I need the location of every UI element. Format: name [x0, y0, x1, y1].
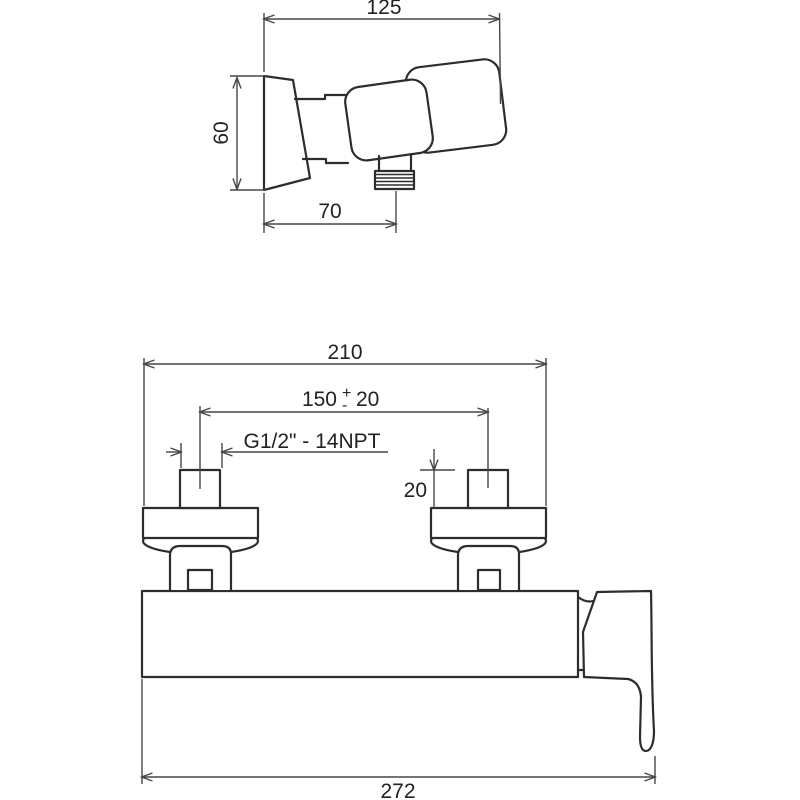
thread-label: G1/2" - 14NPT	[243, 430, 381, 453]
handle-lever	[578, 591, 654, 751]
dim-272	[142, 679, 655, 800]
dim-150-tol-value: 20	[356, 388, 380, 411]
left-escutcheon	[143, 508, 258, 538]
handle-blade	[583, 591, 654, 751]
handle-neck-arc	[578, 597, 593, 602]
mixer-body	[142, 591, 578, 677]
dim-125-label: 125	[366, 0, 402, 19]
pipe-bottom-edge	[303, 159, 348, 163]
dim-150-value: 150	[301, 388, 337, 411]
right-nut-notch	[478, 570, 500, 590]
front-view	[142, 341, 655, 800]
side-view	[210, 0, 508, 233]
dim-60	[210, 76, 266, 190]
dim-70	[264, 191, 396, 233]
body-front-block	[343, 78, 435, 163]
dim-150-tol-minus: -	[342, 397, 348, 414]
dim-210-label: 210	[327, 341, 363, 364]
pipe-top-edge	[295, 95, 348, 99]
dim-20	[404, 449, 455, 508]
dim-60-label: 60	[210, 121, 233, 145]
dim-20-label: 20	[403, 479, 427, 502]
dim-150-tol-plus: +	[342, 385, 352, 402]
wall-bracket	[264, 76, 310, 190]
dim-70-label: 70	[318, 200, 342, 223]
dim-272-label: 272	[380, 780, 416, 800]
left-nut-notch	[188, 570, 212, 590]
right-escutcheon	[431, 508, 546, 538]
